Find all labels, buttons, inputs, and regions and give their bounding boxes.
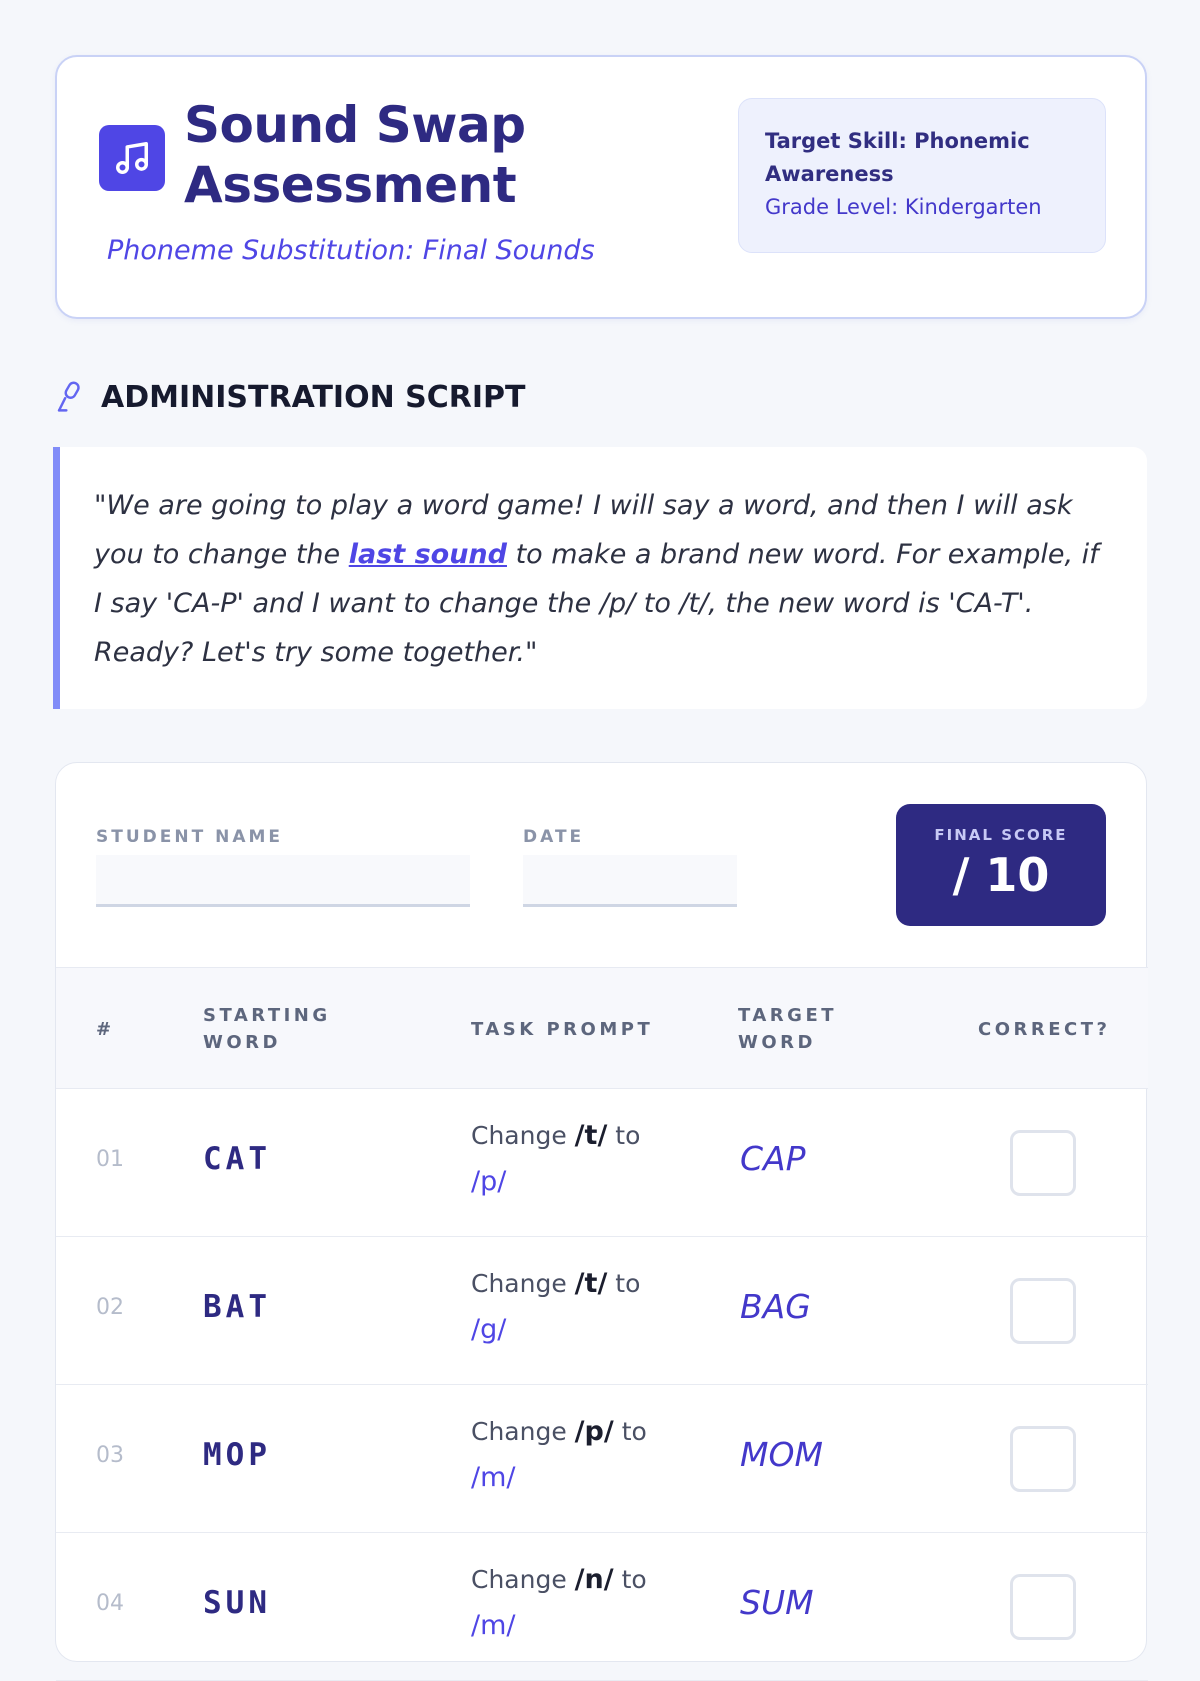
final-score-box [896,804,1106,926]
student-name-label: STUDENT NAME [96,827,284,847]
prompt-to-sound: /g/ [471,1314,507,1345]
final-score-label: FINAL SCORE [934,826,1068,844]
header-task-prompt: TASK PROMPT [471,1019,654,1040]
prompt-change: Change [471,1417,567,1446]
prompt-to: to [615,1269,641,1298]
correct-checkbox[interactable] [1010,1278,1076,1344]
row-number: 02 [96,1295,124,1320]
correct-checkbox[interactable] [1010,1130,1076,1196]
correct-checkbox[interactable] [1010,1426,1076,1492]
target-word: CAP [740,1139,806,1178]
target-word: MOM [740,1435,823,1474]
header-num: # [96,1019,115,1040]
script-emphasis: last sound [348,539,507,570]
prompt-to: to [621,1565,647,1594]
header-starting-word-line2: WORD [203,1032,281,1053]
header-target-word [738,1002,837,1056]
target-word: SUM [740,1583,814,1622]
task-prompt [471,1113,671,1205]
student-name-field[interactable] [96,855,470,907]
table-row [56,1237,1148,1385]
page-title: Sound Swap Assessment [184,96,526,214]
prompt-to: to [621,1417,647,1446]
starting-word: CAT [203,1141,271,1177]
prompt-to: to [615,1121,641,1150]
prompt-change: Change [471,1121,567,1150]
prompt-from-sound: /n/ [574,1564,614,1595]
header-card [55,55,1147,319]
table-header [56,967,1148,1089]
music-note-icon [99,125,165,191]
prompt-to-sound: /m/ [471,1462,516,1493]
script-heading [55,375,525,419]
row-number: 03 [96,1443,124,1468]
assessment-card [55,762,1147,1662]
starting-word: BAT [203,1289,271,1325]
final-score-value: / 10 [952,848,1050,902]
header-target-word-line2: WORD [738,1032,816,1053]
section-title: ADMINISTRATION SCRIPT [101,379,526,415]
prompt-to-sound: /p/ [471,1166,507,1197]
skill-info-box [738,98,1106,253]
prompt-to-sound: /m/ [471,1610,516,1641]
prompt-from-sound: /p/ [574,1416,614,1447]
starting-word: MOP [203,1437,271,1473]
task-prompt [471,1557,671,1649]
row-number: 01 [96,1147,124,1172]
target-skill: Target Skill: Phonemic Awareness [765,129,1030,186]
correct-checkbox[interactable] [1010,1574,1076,1640]
page-subtitle: Phoneme Substitution: Final Sounds [107,235,595,266]
table-row [56,1385,1148,1533]
script-text-after: to make a brand new word. For example, if I say 'CA-P' and I want to change the /p/ to /t/, the new word is 'CA-T'. Ready? Let's try some together." [94,539,1099,668]
task-prompt [471,1409,671,1501]
table-row [56,1533,1148,1681]
header-starting-word-line1: STARTING [203,1005,331,1026]
starting-word: SUN [203,1585,271,1621]
date-label: DATE [523,827,585,847]
row-number: 04 [96,1591,124,1616]
target-word: BAG [740,1287,811,1326]
table-row [56,1089,1148,1237]
prompt-change: Change [471,1565,567,1594]
script-text-before: "We are going to play a word game! I will say a word, and then I will ask you to change the [94,490,1073,570]
prompt-from-sound: /t/ [574,1268,608,1299]
grade-level: Grade Level: Kindergarten [765,195,1042,219]
header-starting-word [203,1002,331,1056]
header-correct: CORRECT? [978,1019,1111,1040]
header-target-word-line1: TARGET [738,1005,838,1026]
administration-script [53,447,1147,709]
microphone-icon [55,380,85,414]
prompt-change: Change [471,1269,567,1298]
date-field[interactable] [523,855,737,907]
task-prompt [471,1261,671,1353]
prompt-from-sound: /t/ [574,1120,608,1151]
